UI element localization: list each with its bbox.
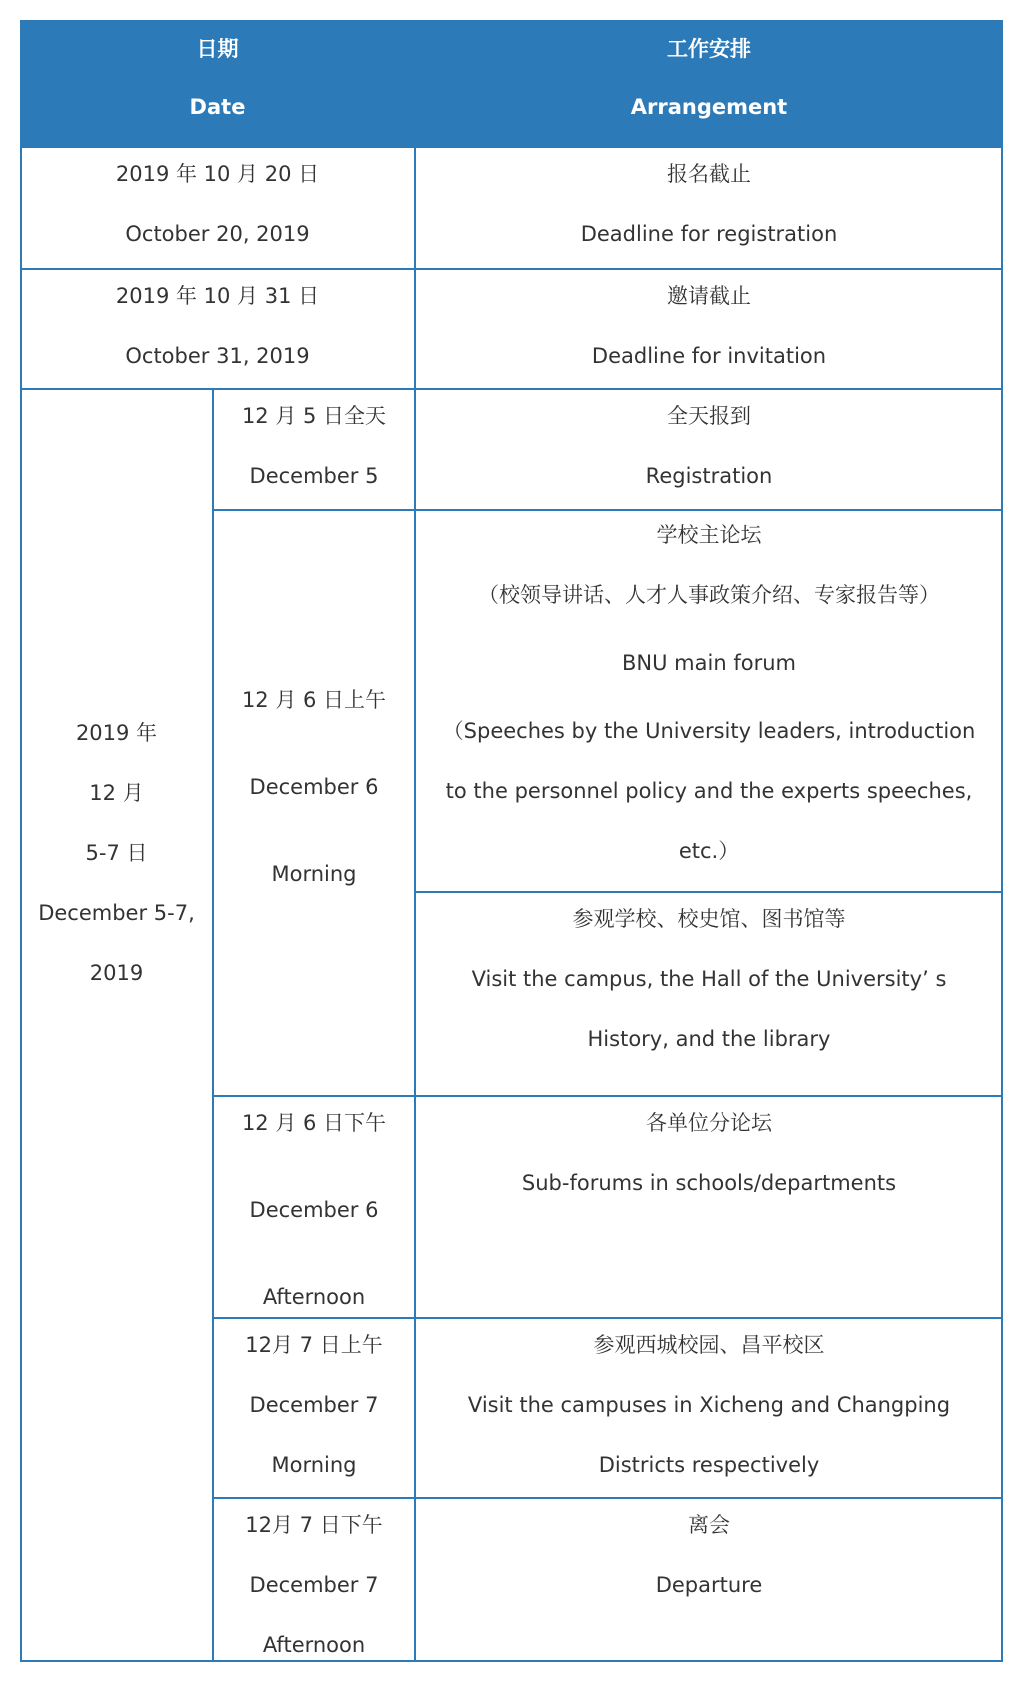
- session-dec6-morning-date: 12 月 6 日上午 December 6 Morning: [241, 688, 387, 886]
- row-divider-7: [213, 1317, 1003, 1319]
- row-invitation-deadline-date: 2019 年 10 月 31 日 October 31, 2019: [115, 284, 320, 368]
- session-dec5-arrangement: 全天报到 Registration: [645, 404, 773, 488]
- row-divider-2: [20, 268, 1003, 270]
- header-arrangement-en: Arrangement: [630, 95, 788, 119]
- session-dec5-date: 12 月 5 日全天 December 5: [241, 404, 387, 488]
- session-dec6-afternoon-arrangement: 各单位分论坛 Sub-forums in schools/departments: [521, 1111, 897, 1195]
- row-divider-1: [20, 146, 1003, 148]
- border-top: [20, 20, 1003, 22]
- col-divider-sub: [212, 389, 214, 1662]
- header-date-en: Date: [189, 95, 246, 119]
- border-left: [20, 20, 22, 1662]
- row-registration-deadline-date: 2019 年 10 月 20 日 October 20, 2019: [115, 162, 320, 246]
- session-dec6-afternoon-date: 12 月 6 日下午 December 6 Afternoon: [241, 1111, 387, 1309]
- session-dec6-main-forum-arrangement: 学校主论坛 （校领导讲话、人才人事政策介绍、专家报告等） BNU main forum （Speeches by the University leaders, introduction to the personnel policy and the experts speeches, etc.）: [442, 523, 976, 863]
- header-arrangement-cell: [415, 20, 1003, 147]
- row-divider-5: [415, 891, 1003, 893]
- row-divider-3: [20, 388, 1003, 390]
- schedule-table: [20, 20, 1003, 1662]
- session-dec6-campus-visit-arrangement: 参观学校、校史馆、图书馆等 Visit the campus, the Hall of the University’ s History, and the library: [471, 907, 947, 1051]
- row-divider-6: [213, 1095, 1003, 1097]
- session-dec7-morning-arrangement: 参观西城校园、昌平校区 Visit the campuses in Xicheng and Changping Districts respectively: [467, 1333, 951, 1477]
- row-registration-deadline-arrangement: 报名截止 Deadline for registration: [580, 162, 838, 246]
- session-dec7-morning-date: 12月 7 日上午 December 7 Morning: [245, 1333, 383, 1477]
- header-date-cell: [20, 20, 415, 147]
- session-dec7-afternoon-arrangement: 离会 Departure: [655, 1513, 763, 1597]
- border-bottom: [20, 1660, 1003, 1662]
- row-divider-8: [213, 1497, 1003, 1499]
- border-right: [1001, 20, 1003, 1662]
- row-invitation-deadline-arrangement: 邀请截止 Deadline for invitation: [591, 284, 827, 368]
- row-divider-4: [213, 509, 1003, 511]
- col-divider-main: [414, 20, 416, 1662]
- header-date-cn: 日期: [196, 37, 239, 61]
- conference-date-cell: 2019 年 12 月 5-7 日 December 5-7, 2019: [38, 721, 195, 985]
- session-dec7-afternoon-date: 12月 7 日下午 December 7 Afternoon: [245, 1513, 383, 1657]
- header-arrangement-cn: 工作安排: [667, 37, 751, 61]
